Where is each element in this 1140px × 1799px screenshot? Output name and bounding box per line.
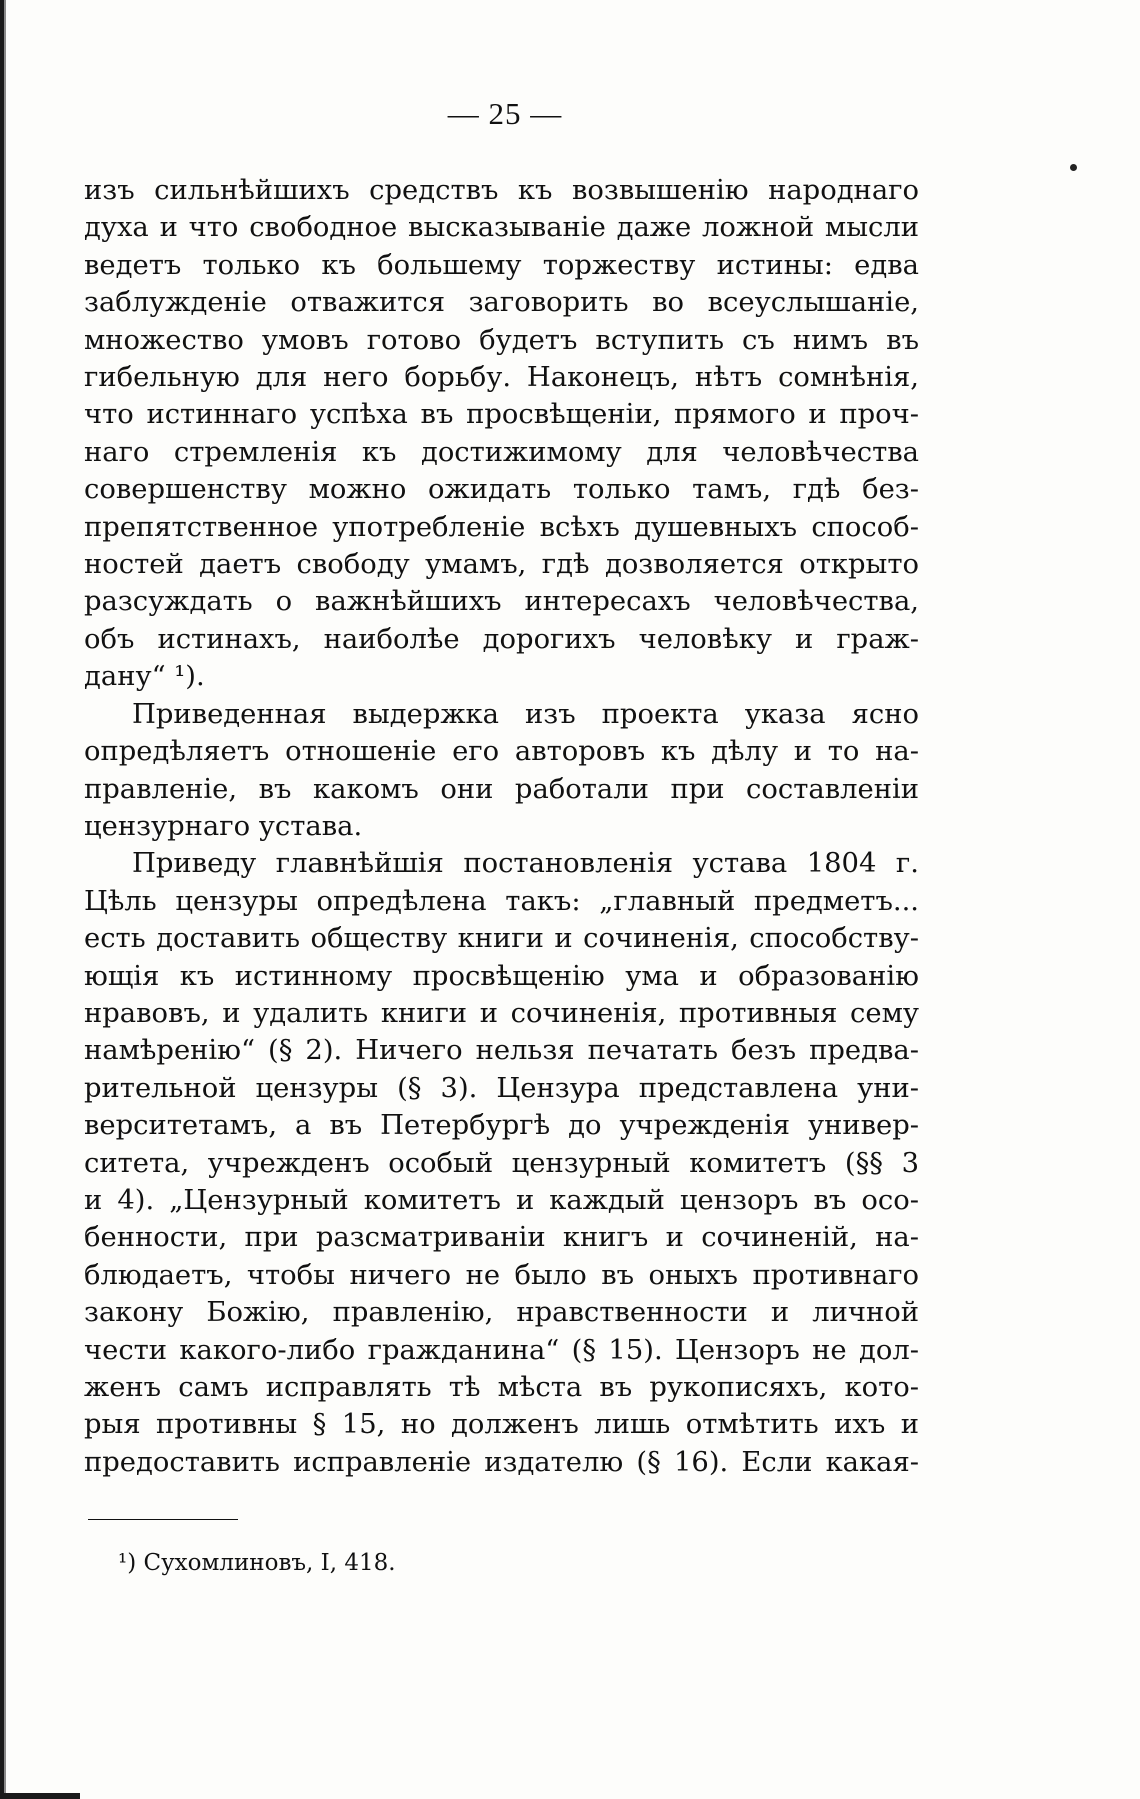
text-line: множество умовъ готово будетъ вступить съ нимъ въ <box>84 324 919 356</box>
text-line: цензурнаго устава. <box>84 810 363 842</box>
text-line: нравовъ, и удалить книги и сочиненія, противныя сему <box>84 997 919 1029</box>
text-line: наго стремленія къ достижимому для человѣчества <box>84 436 919 468</box>
text-line: закону Божію, правленію, нравственности и личной <box>84 1297 919 1329</box>
text-line: совершенству можно ожидать только тамъ, гдѣ без- <box>84 474 919 506</box>
text-line: опредѣляетъ отношеніе его авторовъ къ дѣлу и то на- <box>84 736 919 768</box>
footnote: ¹) Сухомлиновъ, I, 418. <box>118 1550 396 1576</box>
page-number: — 25 — <box>447 96 563 131</box>
text-line: объ истинахъ, наиболѣе дорогихъ человѣку и граж- <box>84 623 919 655</box>
scan-edge-shadow <box>4 0 6 1799</box>
text-line: чести какого-либо гражданина“ (§ 15). Цензоръ не дол- <box>84 1334 919 1366</box>
text-line: правленіе, въ какомъ они работали при составленіи <box>84 773 919 805</box>
text-line: ведетъ только къ большему торжеству истины: едва <box>84 249 919 281</box>
text-line: гибельную для него борьбу. Наконецъ, нѣтъ сомнѣнія, <box>84 362 919 394</box>
text-line: предоставить исправленіе издателю (§ 16). Если какая- <box>84 1446 919 1478</box>
text-line: верситетамъ, а въ Петербургѣ до учрежденія универ- <box>84 1110 919 1142</box>
text-line: ющія къ истинному просвѣщенію ума и образованію <box>84 960 919 992</box>
ink-dot-mark <box>1070 164 1077 171</box>
text-line: что истиннаго успѣха въ просвѣщеніи, прямого и проч- <box>84 399 919 431</box>
paragraph-1 <box>84 172 919 696</box>
text-line: блюдаетъ, чтобы ничего не было въ оныхъ противнаго <box>84 1259 919 1291</box>
text-line: рительной цензуры (§ 3). Цензура представлена уни- <box>84 1072 919 1104</box>
text-line: рыя противны § 15, но долженъ лишь отмѣтить ихъ и <box>84 1409 919 1441</box>
text-line: заблужденіе отважится заговорить во всеуслышаніе, <box>84 287 919 319</box>
text-line: Приведенная выдержка изъ проекта указа ясно <box>132 698 919 730</box>
text-line: ностей даетъ свободу умамъ, гдѣ дозволяется открыто <box>84 549 919 581</box>
text-line: бенности, при разсматриваніи книгъ и сочиненій, на- <box>84 1222 919 1254</box>
text-line: женъ самъ исправлять тѣ мѣста въ рукописяхъ, кото- <box>84 1372 919 1403</box>
text-line: духа и что свободное высказываніе даже ложной мысли <box>84 212 919 244</box>
text-line: разсуждать о важнѣйшихъ интересахъ человѣчества, <box>84 586 919 618</box>
paragraph-3 <box>84 845 919 1481</box>
text-line: дану“ ¹). <box>84 661 205 693</box>
scan-corner-mark <box>0 1781 80 1799</box>
text-line: ситета, учрежденъ особый цензурный комитетъ (§§ 3 <box>84 1147 919 1179</box>
footnote-separator <box>88 1519 238 1520</box>
text-line: изъ сильнѣйшихъ средствъ къ возвышенію народнаго <box>84 175 919 206</box>
paragraph-2 <box>84 696 919 846</box>
body-text <box>84 172 919 1481</box>
text-line: есть доставить обществу книги и сочиненія, способству- <box>84 923 919 955</box>
text-line: намѣренію“ (§ 2). Ничего нельзя печатать безъ предва- <box>84 1035 919 1067</box>
text-line: препятственное употребленіе всѣхъ душевныхъ способ- <box>84 511 919 543</box>
text-line: Приведу главнѣйшія постановленія устава 1804 г. <box>132 848 919 880</box>
text-line: Цѣль цензуры опредѣлена такъ: „главный предметъ... <box>84 885 919 917</box>
text-line: и 4). „Цензурный комитетъ и каждый цензоръ въ осо- <box>84 1184 919 1216</box>
